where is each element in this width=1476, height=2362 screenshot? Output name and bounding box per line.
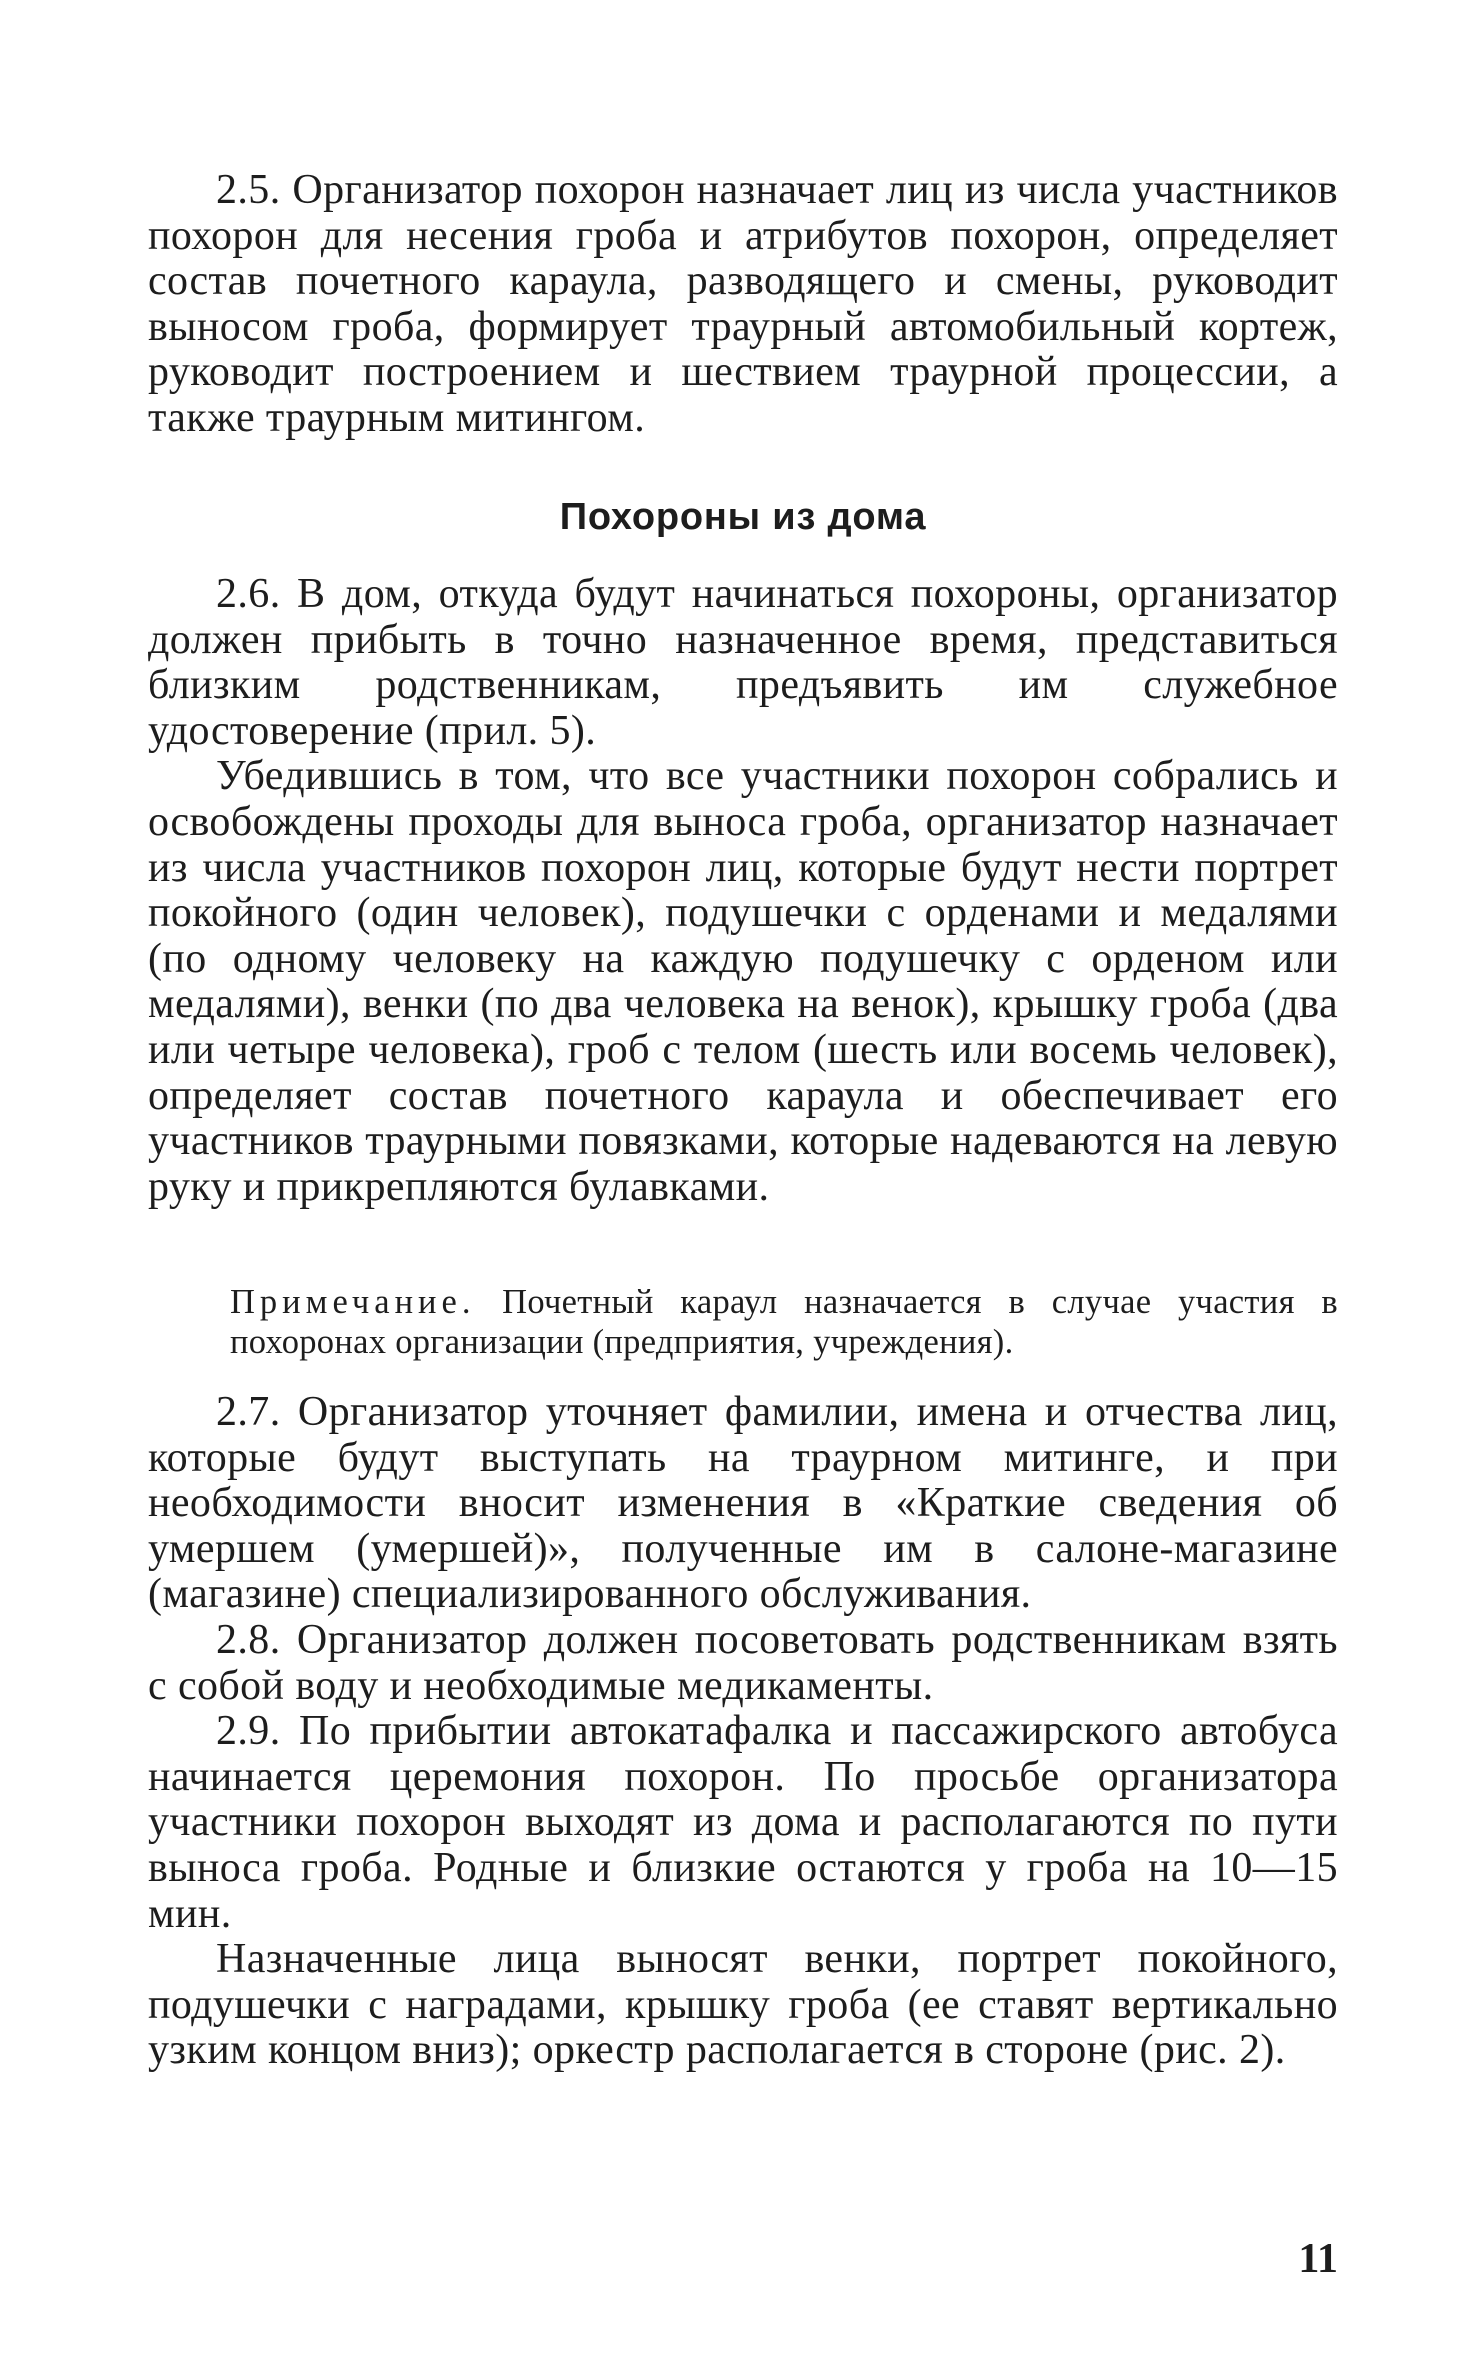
note (230, 1282, 1338, 1362)
paragraph-2-8-text: 2.8. Организатор должен посоветовать родственникам взять с собой воду и необходимые медикаменты. (148, 1616, 1338, 1709)
paragraph-2-9-continuation: Назначенные лица выносят венки, портрет покойного, подушечки с наградами, крышку гроба (ее ставят вертикально узким концом вниз); оркестр располагается в стороне (рис. 2). (148, 1936, 1338, 2074)
paragraph-2-5 (148, 168, 1338, 442)
paragraph-2-6 (148, 572, 1338, 1210)
paragraph-2-6-continuation: Убедившись в том, что все участники похорон собрались и освобождены проходы для выноса гроба, организатор назначает из числа участников похорон лиц, которые будут нести портрет покойного (один человек), подушечки с орденами и медалями (по одному человеку на каждую подушечку с орденом или медалями), венки (по два человека на венок), крышку гроба (два или четыре человека), гроб с телом (шесть или восемь человек), определяет состав почетного караула и обеспечивает его участников траурными повязками, которые надеваются на левую руку и прикрепляются булавками. (148, 753, 1338, 1210)
paragraph-2-6-text: 2.6. В дом, откуда будут начинаться похороны, организатор должен прибыть в точно назначенное время, представиться близким родственникам, предъявить им служебное удостоверение (прил. 5). (148, 571, 1338, 754)
note-label: Примечание. (230, 1283, 476, 1321)
section-heading: Похороны из дома (559, 496, 927, 538)
paragraph-2-9-text: 2.9. По прибытии автокатафалка и пассажирского автобуса начинается церемония похорон. По просьбе организатора участники похорон выходят из дома и располагаются по пути выноса гроба. Родные и близкие остаются у гроба на 10—15 мин. (148, 1708, 1338, 1937)
paragraph-2-5-text: 2.5. Организатор похорон назначает лиц из числа участников похорон для несения гроба и атрибутов похорон, определяет состав почетного караула, разводящего и смены, руководит выносом гроба, формирует траурный автомобильный кортеж, руководит построением и шествием траурной процессии, а также траурным митингом. (148, 167, 1338, 441)
note-text: Почетный караул назначается в случае участия в похоронах организации (предприятия, учреждения). (230, 1283, 1338, 1361)
paragraph-2-7-text: 2.7. Организатор уточняет фамилии, имена и отчества лиц, которые будут выступать на траурном митинге, и при необходимости вносит изменения в «Краткие сведения об умершем (умершей)», полученные им в салоне-магазине (магазине) специализированного обслуживания. (148, 1389, 1338, 1618)
paragraph-2-7-to-2-9 (148, 1390, 1338, 2074)
page-number: 11 (1298, 2236, 1338, 2282)
